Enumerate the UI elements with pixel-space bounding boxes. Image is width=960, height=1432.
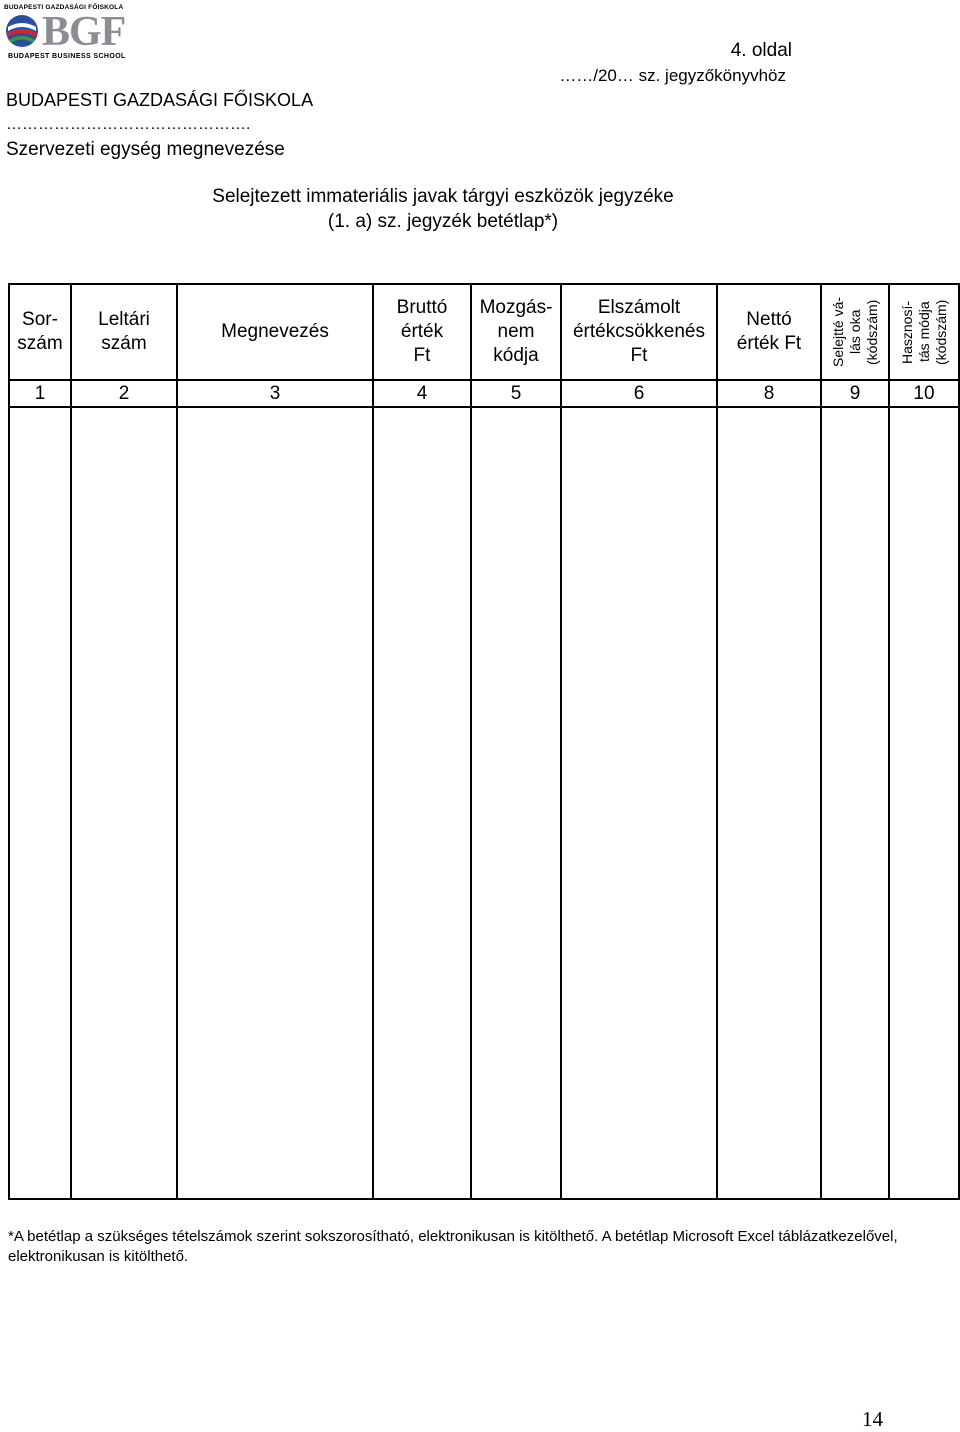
page-number-label: 4. oldal xyxy=(730,40,792,61)
logo-mark-icon xyxy=(4,13,40,49)
column-number: 9 xyxy=(821,380,889,407)
header-mozgasnem-kodja: Mozgás- nem kódja xyxy=(471,284,561,380)
table-header-row xyxy=(9,284,959,380)
folio-page-number: 14 xyxy=(862,1407,883,1431)
column-number: 3 xyxy=(177,380,373,407)
column-number: 4 xyxy=(373,380,471,407)
unit-fill-line: ………………………………………. xyxy=(6,116,251,133)
bgf-logo xyxy=(4,4,132,62)
blank-cell[interactable] xyxy=(561,407,717,1199)
protocol-reference: ……/20… sz. jegyzőkönyvhöz xyxy=(559,66,786,85)
column-number: 6 xyxy=(561,380,717,407)
header-hasznositas-modja: Hasznosí- tás módja (kódszám) xyxy=(889,284,959,380)
header-sorszam: Sor- szám xyxy=(9,284,71,380)
blank-cell[interactable] xyxy=(373,407,471,1199)
blank-cell[interactable] xyxy=(71,407,177,1199)
document-title: Selejtezett immateriális javak tárgyi eszközök jegyzéke xyxy=(212,186,674,207)
footnote: *A betétlap a szükséges tételszámok szerint sokszorosítható, elektronikusan is kitölthető. A betétlap Microsoft Excel táblázatkezelővel, elektronikusan is kitölthető. xyxy=(8,1228,898,1265)
column-number: 5 xyxy=(471,380,561,407)
blank-cell[interactable] xyxy=(821,407,889,1199)
school-name: BUDAPESTI GAZDASÁGI FŐISKOLA xyxy=(6,90,314,110)
header-selejtte-valas-oka: Selejtté vá- lás oka (kódszám) xyxy=(821,284,889,380)
unit-label: Szervezeti egység megnevezése xyxy=(6,139,285,160)
logo-bottom-text: BUDAPEST BUSINESS SCHOOL xyxy=(8,53,126,60)
column-number: 2 xyxy=(71,380,177,407)
blank-entry-area xyxy=(9,407,959,1199)
column-number: 1 xyxy=(9,380,71,407)
header-elszamolt-ertekcsokkenes: Elszámolt értékcsökkenés Ft xyxy=(561,284,717,380)
header-netto-ertek: Nettó érték Ft xyxy=(717,284,821,380)
header-brutto-ertek: Bruttó érték Ft xyxy=(373,284,471,380)
header-megnevezes: Megnevezés xyxy=(177,284,373,380)
column-number: 10 xyxy=(889,380,959,407)
column-number-row xyxy=(9,380,959,407)
blank-cell[interactable] xyxy=(9,407,71,1199)
document-subtitle: (1. a) sz. jegyzék betétlap*) xyxy=(327,211,559,232)
blank-cell[interactable] xyxy=(471,407,561,1199)
logo-top-text: BUDAPESTI GAZDASÁGI FŐISKOLA xyxy=(4,4,124,11)
blank-cell[interactable] xyxy=(717,407,821,1199)
logo-letters: BGF xyxy=(42,9,126,55)
column-number: 8 xyxy=(717,380,821,407)
asset-list-table xyxy=(8,283,960,1200)
blank-cell[interactable] xyxy=(889,407,959,1199)
header-leltari-szam: Leltári szám xyxy=(71,284,177,380)
blank-cell[interactable] xyxy=(177,407,373,1199)
